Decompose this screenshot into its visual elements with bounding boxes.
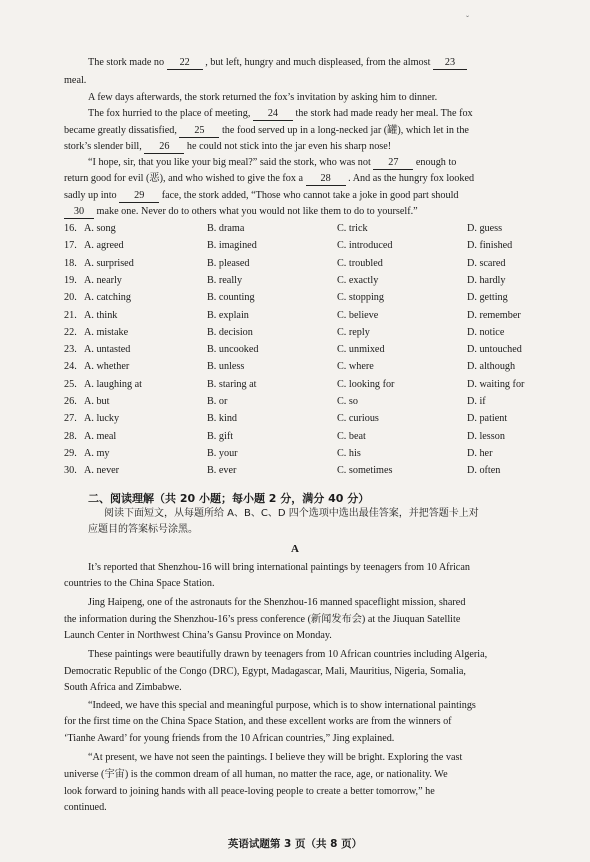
question-number: 22. [64,326,77,338]
question-number: 28. [64,430,77,442]
option-d: D. her [467,447,493,459]
blank-25: 25 [179,125,219,138]
option-b: B. counting [207,292,255,304]
option-d: D. lesson [467,430,505,442]
option-b: B. staring at [207,378,257,390]
option-b: B. unless [207,361,245,373]
cloze-line-9 [64,190,459,203]
option-b: B. imagined [207,240,257,252]
option-d: D. patient [467,413,508,425]
instruction-line-1: 阅读下面短文，从每题所给 A、B、C、D 四个选项中选出最佳答案，并把答题卡上对 [104,508,479,519]
option-b: B. your [207,447,238,459]
option-d: D. guess [467,223,503,234]
instruction-line-2: 应题目的答案标号涂黑。 [88,524,198,535]
option-c: C. beat [337,430,366,442]
corner-mark: ˇ [466,14,469,24]
page-footer: 英语试题第 3 页（共 8 页） [227,838,363,850]
cloze-line-6 [64,141,391,154]
option-a: A. mistake [84,326,129,338]
option-d: D. scared [467,257,506,269]
option-a: A. but [84,396,110,407]
cloze-text: return good for evil (恶), and who wished to give the fox a [64,173,306,184]
option-b: B. decision [207,326,253,338]
option-d: D. often [467,465,501,477]
passage-line: universe (宇宙) is the common dream of all human, no matter the race, age, or nationality. We [64,769,448,780]
cloze-text: he could not stick into the jar even his sharp nose! [184,141,392,152]
option-c: C. troubled [337,257,383,269]
question-number: 30. [64,465,77,477]
cloze-text: . And as the hungry fox looked [345,173,475,184]
option-c: C. exactly [337,274,379,286]
option-c: C. so [337,396,358,407]
option-a: A. catching [84,292,131,304]
blank-24: 24 [253,108,293,121]
cloze-text: stork’s slender bill, [64,141,145,152]
cloze-line-4 [88,108,473,121]
passage-line: These paintings were beautifully drawn by teenagers from 10 African countries including Algeria, [88,649,488,660]
blank-22: 22 [167,57,203,70]
cloze-text: The stork made no [88,57,167,68]
question-number: 21. [64,309,77,321]
cloze-text: face, the stork added, “Those who cannot take a joke in good part should [159,190,459,201]
passage-line: continued. [64,802,107,813]
option-c: C. unmixed [337,344,385,356]
option-b: B. drama [207,223,245,234]
cloze-text: make one. Never do to others what you would not like them to do to yourself.” [94,206,418,217]
option-a: A. think [84,309,118,321]
option-c: C. his [337,447,361,459]
passage-line: Democratic Republic of the Congo (DRC), Egypt, Madagascar, Mali, Mauritius, Nigeria, Somalia, [64,666,466,677]
option-a: A. meal [84,430,117,442]
section-title: 二、阅读理解（共 20 小题；每小题 2 分，满分 40 分） [88,492,370,505]
question-number: 25. [64,378,77,390]
question-number: 19. [64,274,77,286]
option-a: A. surprised [84,257,134,269]
option-d: D. notice [467,326,505,338]
cloze-line-10 [64,206,418,219]
cloze-text: sadly up into [64,190,120,201]
passage-label: A [291,543,299,555]
option-a: A. never [84,465,120,477]
passage-line: “At present, we have not seen the paintings. I believe they will be bright. Exploring the vast [88,752,463,763]
option-a: A. untasted [84,344,131,356]
option-a: A. agreed [84,240,124,252]
passage-line: ‘Tianhe Award’ for young friends from the 10 African countries,” Jing explained. [64,733,395,744]
option-a: A. song [84,223,116,234]
cloze-text: the stork had made ready her meal. The fox [292,108,473,119]
option-c: C. believe [337,309,379,321]
passage-line: “Indeed, we have this special and meaningful purpose, which is to show international paintings [88,700,476,711]
option-d: D. waiting for [467,378,525,390]
blank-23: 23 [433,57,467,70]
passage-line: South Africa and Zimbabwe. [64,682,182,693]
option-d: D. untouched [467,344,522,356]
question-number: 23. [64,344,77,356]
question-number: 20. [64,292,77,304]
blank-27: 27 [373,157,413,170]
option-a: A. lucky [84,413,120,425]
option-d: D. if [467,396,486,407]
blank-29: 29 [119,190,159,203]
option-a: A. laughing at [84,378,143,390]
cloze-line-3: A few days afterwards, the stork returned the fox’s invitation by asking him to dinner. [88,92,438,103]
blank-26: 26 [144,141,184,154]
cloze-text: the food served up in a long-necked jar (罐), which let in the [219,125,469,136]
option-d: D. remember [467,309,521,321]
option-c: C. introduced [337,240,393,252]
passage-line: It’s reported that Shenzhou-16 will bring international paintings by teenagers from 10 African [88,562,470,573]
option-b: B. gift [207,430,234,442]
option-b: B. kind [207,413,238,425]
cloze-line-5 [64,125,469,138]
question-number: 24. [64,361,77,373]
option-c: C. sometimes [337,465,393,477]
blank-28: 28 [306,173,346,186]
cloze-line-8 [64,173,474,186]
option-b: B. uncooked [207,344,259,356]
question-number: 26. [64,396,77,407]
option-d: D. finished [467,240,513,252]
option-c: C. where [337,361,374,373]
passage-line: for the first time on the China Space Station, and these excellent works are from the winners of [64,716,452,727]
option-c: C. stopping [337,292,384,304]
question-number: 18. [64,257,77,269]
option-d: D. getting [467,292,508,304]
passage-line: Jing Haipeng, one of the astronauts for the Shenzhou-16 manned spaceflight mission, shared [88,597,466,608]
cloze-text: , but left, hungry and much displeased, from the almost [202,57,433,68]
question-number: 29. [64,447,77,459]
option-b: B. explain [207,309,249,321]
option-c: C. looking for [337,378,395,390]
option-c: C. trick [337,223,368,234]
option-d: D. hardly [467,274,506,286]
option-a: A. whether [84,361,130,373]
option-b: B. or [207,396,228,407]
passage-line: countries to the China Space Station. [64,578,215,589]
option-c: C. curious [337,413,379,425]
cloze-line-2: meal. [64,75,87,86]
cloze-text: enough to [413,157,457,168]
cloze-line-1 [88,57,467,70]
passage-line: the information during the Shenzhou-16’s press conference (新闻发布会) at the Jiuquan Satellite [64,614,461,625]
cloze-text: became greatly dissatisfied, [64,125,180,136]
option-c: C. reply [337,326,370,338]
option-b: B. really [207,274,243,286]
cloze-text: The fox hurried to the place of meeting, [88,108,253,119]
question-number: 17. [64,240,77,252]
option-b: B. ever [207,465,237,477]
passage-line: look forward to joining hands with all peace-loving people to create a better tomorrow,” he [64,786,435,797]
blank-30: 30 [64,206,94,219]
passage-line: Launch Center in Northwest China’s Gansu Province on Monday. [64,630,332,641]
option-a: A. nearly [84,274,122,286]
question-number: 27. [64,413,77,425]
option-a: A. my [84,447,110,459]
option-b: B. pleased [207,257,250,269]
question-number: 16. [64,223,77,234]
option-d: D. although [467,361,516,373]
cloze-line-7 [88,157,456,170]
cloze-text: “I hope, sir, that you like your big meal?” said the stork, who was not [88,157,374,168]
